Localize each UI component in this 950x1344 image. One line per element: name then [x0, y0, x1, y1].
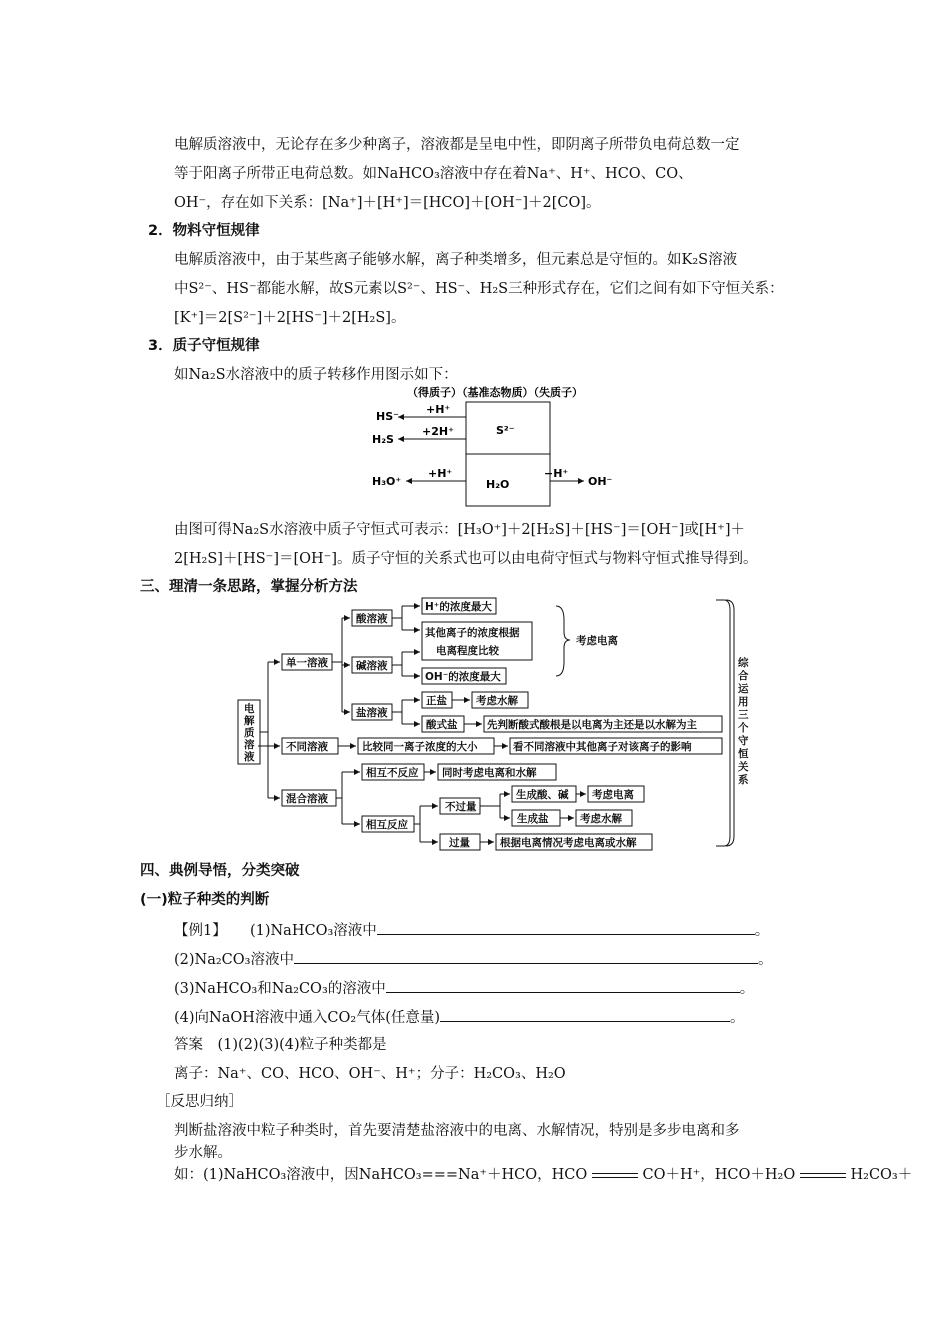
q4-blank[interactable] — [440, 1007, 730, 1022]
single-label: 单一溶液 — [286, 657, 328, 669]
h3o-label: H₃O⁺ — [372, 475, 402, 488]
q3-end: 。 — [739, 981, 755, 997]
example-q4 — [174, 1007, 745, 1027]
proton-intro: 如Na₂S水溶液中的质子转移作用图示如下： — [174, 367, 458, 383]
q1-blank[interactable] — [377, 920, 755, 935]
gen-acid-base-label: 生成酸、碱 — [516, 789, 569, 801]
root-c2: 解 — [244, 715, 255, 727]
q3-blank[interactable] — [386, 978, 740, 993]
base-label: 碱溶液 — [356, 660, 388, 672]
section3-heading: 三、理清一条思路，掌握分析方法 — [140, 579, 358, 595]
side-c3: 用 — [738, 696, 749, 708]
normal-salt-label: 正盐 — [426, 695, 447, 707]
q1-text: (1)NaHCO₃溶液中 — [249, 923, 377, 939]
acid-salt-note: 先判断酸式酸根是以电离为主还是以水解为主 — [487, 719, 697, 731]
plus-h-1: +H⁺ — [426, 403, 451, 416]
no-react-label: 相互不反应 — [366, 767, 419, 779]
excess-label: 过量 — [449, 837, 470, 849]
reflect-line-1: 判断盐溶液中粒子种类时，首先要清楚盐溶液中的电离、水解情况，特别是多步电离和多 — [174, 1123, 740, 1139]
proton-transfer-diagram — [360, 382, 630, 510]
q2-text: (2)Na₂CO₃溶液中 — [174, 952, 294, 968]
ions-line: 离子：Na⁺、CO、HCO、OH⁻、H⁺；分子：H₂CO₃、H₂O — [174, 1066, 566, 1082]
consider-ion-label: 考虑电离 — [576, 635, 618, 647]
salt-label: 盐溶液 — [356, 707, 388, 719]
example-label: 【例1】 — [174, 923, 227, 939]
q2-blank[interactable] — [294, 949, 758, 964]
not-excess-label: 不过量 — [445, 801, 477, 813]
side-c4: 三 — [738, 709, 749, 721]
answer-line: 答案 (1)(2)(3)(4)粒子种类都是 — [174, 1037, 387, 1053]
both-label: 同时考虑电离和水解 — [442, 767, 537, 779]
q3-text: (3)NaHCO₃和Na₂CO₃的溶液中 — [174, 981, 386, 997]
proton-heading: 3．质子守恒规律 — [148, 338, 260, 354]
side-c7: 恒 — [738, 748, 749, 760]
example-q2 — [174, 949, 772, 969]
mixed-label: 混合溶液 — [286, 793, 328, 805]
minus-h: −H⁺ — [544, 467, 569, 480]
oh-max-label: OH⁻的浓度最大 — [425, 671, 501, 683]
r3-part-b: CO＋H⁺，HCO＋H₂O — [642, 1167, 796, 1183]
equilibrium-arrow-icon — [592, 1166, 638, 1184]
r3-part-a: 如：(1)NaHCO₃溶液中，因NaHCO₃===Na⁺＋HCO，HCO — [174, 1167, 588, 1183]
charge-line-1: 电解质溶液中，无论存在多少种离子，溶液都是呈电中性，即阴离子所带负电荷总数一定 — [174, 137, 740, 153]
side-c1: 合 — [738, 670, 749, 682]
charge-line-2: 等于阳离子所带正电荷总数。如NaHCO₃溶液中存在着Na⁺、H⁺、HCO、CO、 — [174, 166, 693, 182]
material-heading: 2．物料守恒规律 — [148, 223, 260, 239]
root-c4: 溶 — [244, 739, 255, 751]
side-c6: 守 — [738, 735, 749, 747]
root-c5: 液 — [244, 751, 255, 763]
root-c3: 质 — [244, 727, 255, 739]
look-label: 看不同溶液中其他离子对该离子的影响 — [513, 741, 692, 753]
section4-heading: 四、典例导悟，分类突破 — [140, 863, 300, 879]
material-line-1: 电解质溶液中，由于某些离子能够水解，离子种类增多，但元素总是守恒的。如K₂S溶液 — [174, 252, 738, 268]
react-label: 相互反应 — [366, 819, 408, 831]
by-ion-label: 根据电离情况考虑电离或水解 — [500, 837, 637, 849]
side-c0: 综 — [738, 657, 749, 669]
consider-hyd2-label: 考虑水解 — [580, 813, 622, 825]
example-q3 — [174, 978, 754, 998]
plus-h-2: +H⁺ — [428, 467, 453, 480]
reflect-line-2: 步水解。 — [174, 1145, 232, 1161]
q1-end: 。 — [754, 923, 770, 939]
q4-text: (4)向NaOH溶液中通入CO₂气体(任意量) — [174, 1010, 441, 1026]
proton-line-2: 2[H₂S]＋[HS⁻]＝[OH⁻]。质子守恒的关系式也可以由电荷守恒式与物料守恒式推导得到。 — [174, 551, 758, 567]
reflect-line-3 — [174, 1166, 912, 1184]
diff-label: 不同溶液 — [286, 741, 328, 753]
other-label-1: 其他离子的浓度根据 — [425, 627, 520, 639]
side-c5: 个 — [738, 722, 749, 734]
reflect-heading: ［反思归纳］ — [156, 1094, 243, 1110]
acid-salt-label: 酸式盐 — [426, 719, 458, 731]
analysis-flowchart — [230, 596, 760, 854]
side-c2: 运 — [738, 683, 749, 695]
diagram-header: （得质子）（基准态物质）（失质子） — [407, 386, 583, 399]
charge-line-3: OH⁻，存在如下关系：[Na⁺]＋[H⁺]＝[HCO]＋[OH⁻]＋2[CO]。 — [174, 195, 601, 211]
s2-label: S²⁻ — [496, 424, 515, 437]
material-line-3: [K⁺]＝2[S²⁻]＋2[HS⁻]＋2[H₂S]。 — [174, 310, 406, 326]
consider-ion2-label: 考虑电离 — [592, 789, 634, 801]
consider-hyd-label: 考虑水解 — [476, 695, 518, 707]
side-c9: 系 — [738, 774, 749, 786]
equilibrium-arrow-icon-2 — [800, 1166, 846, 1184]
r3-part-c: H₂CO₃＋ — [850, 1167, 913, 1183]
h2s-label: H₂S — [372, 433, 394, 446]
example-q1 — [174, 920, 769, 940]
material-line-2: 中S²⁻、HS⁻都能水解，故S元素以S²⁻、HS⁻、H₂S三种形式存在，它们之间有如下守恒关系： — [174, 281, 784, 297]
oh-label: OH⁻ — [588, 475, 613, 488]
proton-line-1: 由图可得Na₂S水溶液中质子守恒式可表示：[H₃O⁺]＋2[H₂S]＋[HS⁻]＝[OH⁻]或[H⁺]＋ — [174, 522, 745, 538]
plus-2h: +2H⁺ — [422, 425, 454, 438]
gen-salt-label: 生成盐 — [517, 813, 549, 825]
compare-label: 比较同一离子浓度的大小 — [362, 741, 478, 753]
hs-label: HS⁻ — [376, 410, 399, 423]
q4-end: 。 — [730, 1010, 745, 1026]
other-label-2: 电离程度比较 — [436, 645, 499, 657]
root-label-1: 电 — [244, 703, 255, 715]
acid-label: 酸溶液 — [356, 613, 388, 625]
q2-end: 。 — [757, 952, 773, 968]
h-max-label: H⁺的浓度最大 — [425, 601, 492, 613]
h2o-label: H₂O — [486, 478, 510, 491]
side-c8: 关 — [738, 761, 749, 773]
section4-sub: (一)粒子种类的判断 — [140, 892, 270, 908]
